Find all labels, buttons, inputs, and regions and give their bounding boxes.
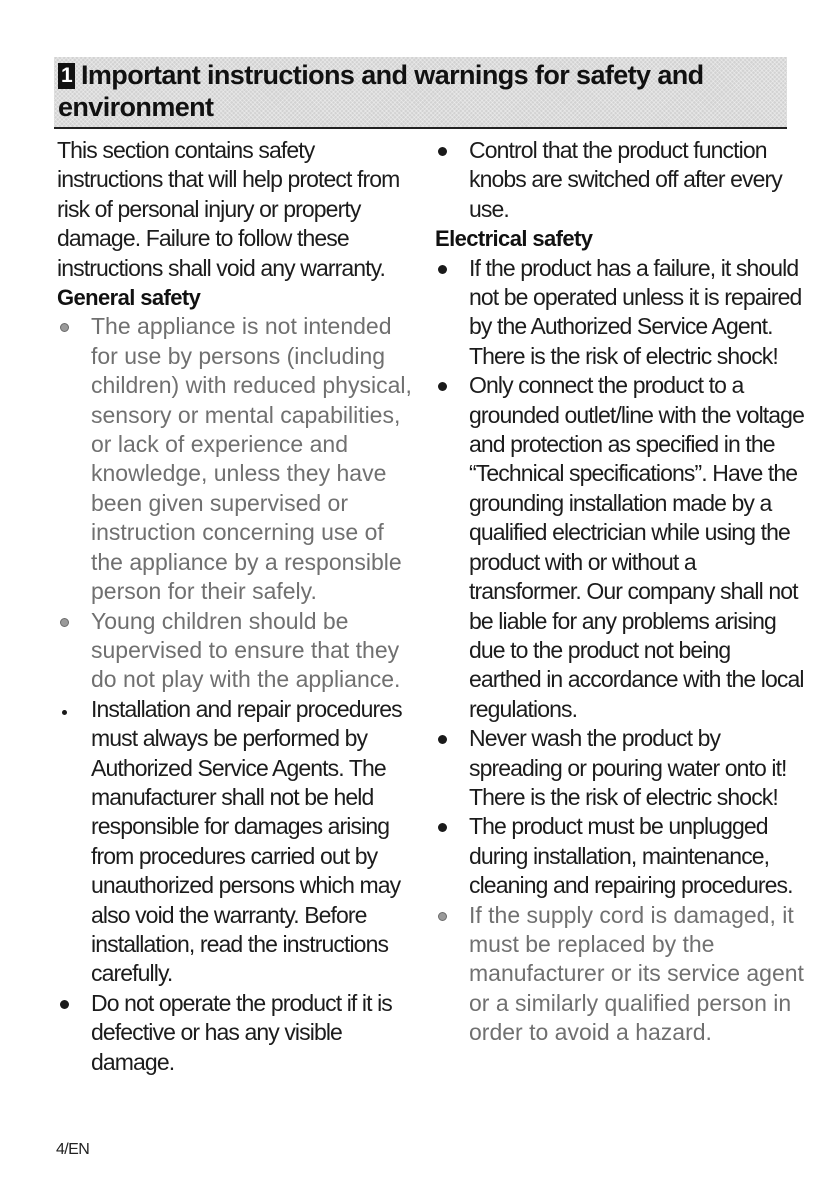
section-header <box>54 57 787 129</box>
right-column <box>435 136 805 1048</box>
list-item <box>57 695 412 989</box>
page-number: 4/EN <box>56 1141 90 1158</box>
list-item <box>57 312 412 606</box>
list-item <box>57 989 412 1077</box>
continued-list <box>435 136 805 224</box>
list-item-text: Young children should be supervised to ensure that they do not play with the appliance. <box>91 607 401 693</box>
bullet-icon <box>60 323 69 332</box>
list-item-text: Never wash the product by spreading or pouring water onto it! There is the risk of electric shock! <box>469 725 787 810</box>
list-item-text: Do not operate the product if it is defective or has any visible damage. <box>91 989 392 1075</box>
intro-paragraph: This section contains safety instructions that will help protect from risk of personal injury or property damage. Failure to follow these instructions shall void any warranty. <box>57 137 400 281</box>
section-title-text: Important instructions and warnings for safety and environment <box>58 60 704 122</box>
list-item-text: The product must be unplugged during installation, maintenance, cleaning and repairing procedures. <box>469 813 793 899</box>
list-item-text: If the supply cord is damaged, it must be replaced by the manufacturer or its service agent or a similarly qualified person in order to avoid a hazard. <box>469 901 804 1046</box>
list-item-text: Control that the product function knobs are switched off after every use. <box>469 137 782 222</box>
list-item <box>435 371 805 724</box>
list-item <box>435 901 805 1048</box>
bullet-icon <box>62 710 67 715</box>
list-item <box>435 254 805 372</box>
bullet-icon <box>438 912 447 921</box>
list-item <box>435 812 805 900</box>
bullet-icon <box>60 618 69 627</box>
bullet-icon <box>438 735 447 744</box>
general-safety-heading: General safety <box>57 285 201 311</box>
list-item <box>435 724 805 812</box>
bullet-icon <box>438 265 447 274</box>
list-item-text: Installation and repair procedures must always be performed by Authorized Service Agents. The manufacturer shall not be held responsible for damages arising from procedures carried out by unauthorized persons which may also void the warranty. Before installation, read the instructions carefully. <box>91 695 402 987</box>
general-safety-list <box>57 312 412 1077</box>
bullet-icon <box>438 147 447 156</box>
list-item <box>57 607 412 695</box>
list-item-text: If the product has a failure, it should not be operated unless it is repaired by the Authorized Service Agent. There is the risk of electric shock! <box>469 254 802 369</box>
bullet-icon <box>60 1000 69 1009</box>
chapter-number-badge: 1 <box>58 63 75 89</box>
left-column <box>57 136 412 1077</box>
list-item <box>435 136 805 224</box>
list-item-text: The appliance is not intended for use by persons (including children) with reduced physical, sensory or mental capabilities, or lack of experience and knowledge, unless they have been given supervised or instruction concerning use of the appliance by a responsible person for their safely. <box>91 313 412 605</box>
section-title <box>58 59 718 123</box>
electrical-safety-heading: Electrical safety <box>435 226 593 252</box>
bullet-icon <box>438 382 447 391</box>
electrical-safety-list <box>435 254 805 1048</box>
list-item-text: Only connect the product to a grounded outlet/line with the voltage and protection as specified in the “Technical specifications”. Have the grounding installation made by a qualified electrician while using the product with or without a transformer. Our company shall not be liable for any problems arising due to the product not being earthed in accordance with the local regulations. <box>469 372 804 722</box>
bullet-icon <box>438 823 447 832</box>
